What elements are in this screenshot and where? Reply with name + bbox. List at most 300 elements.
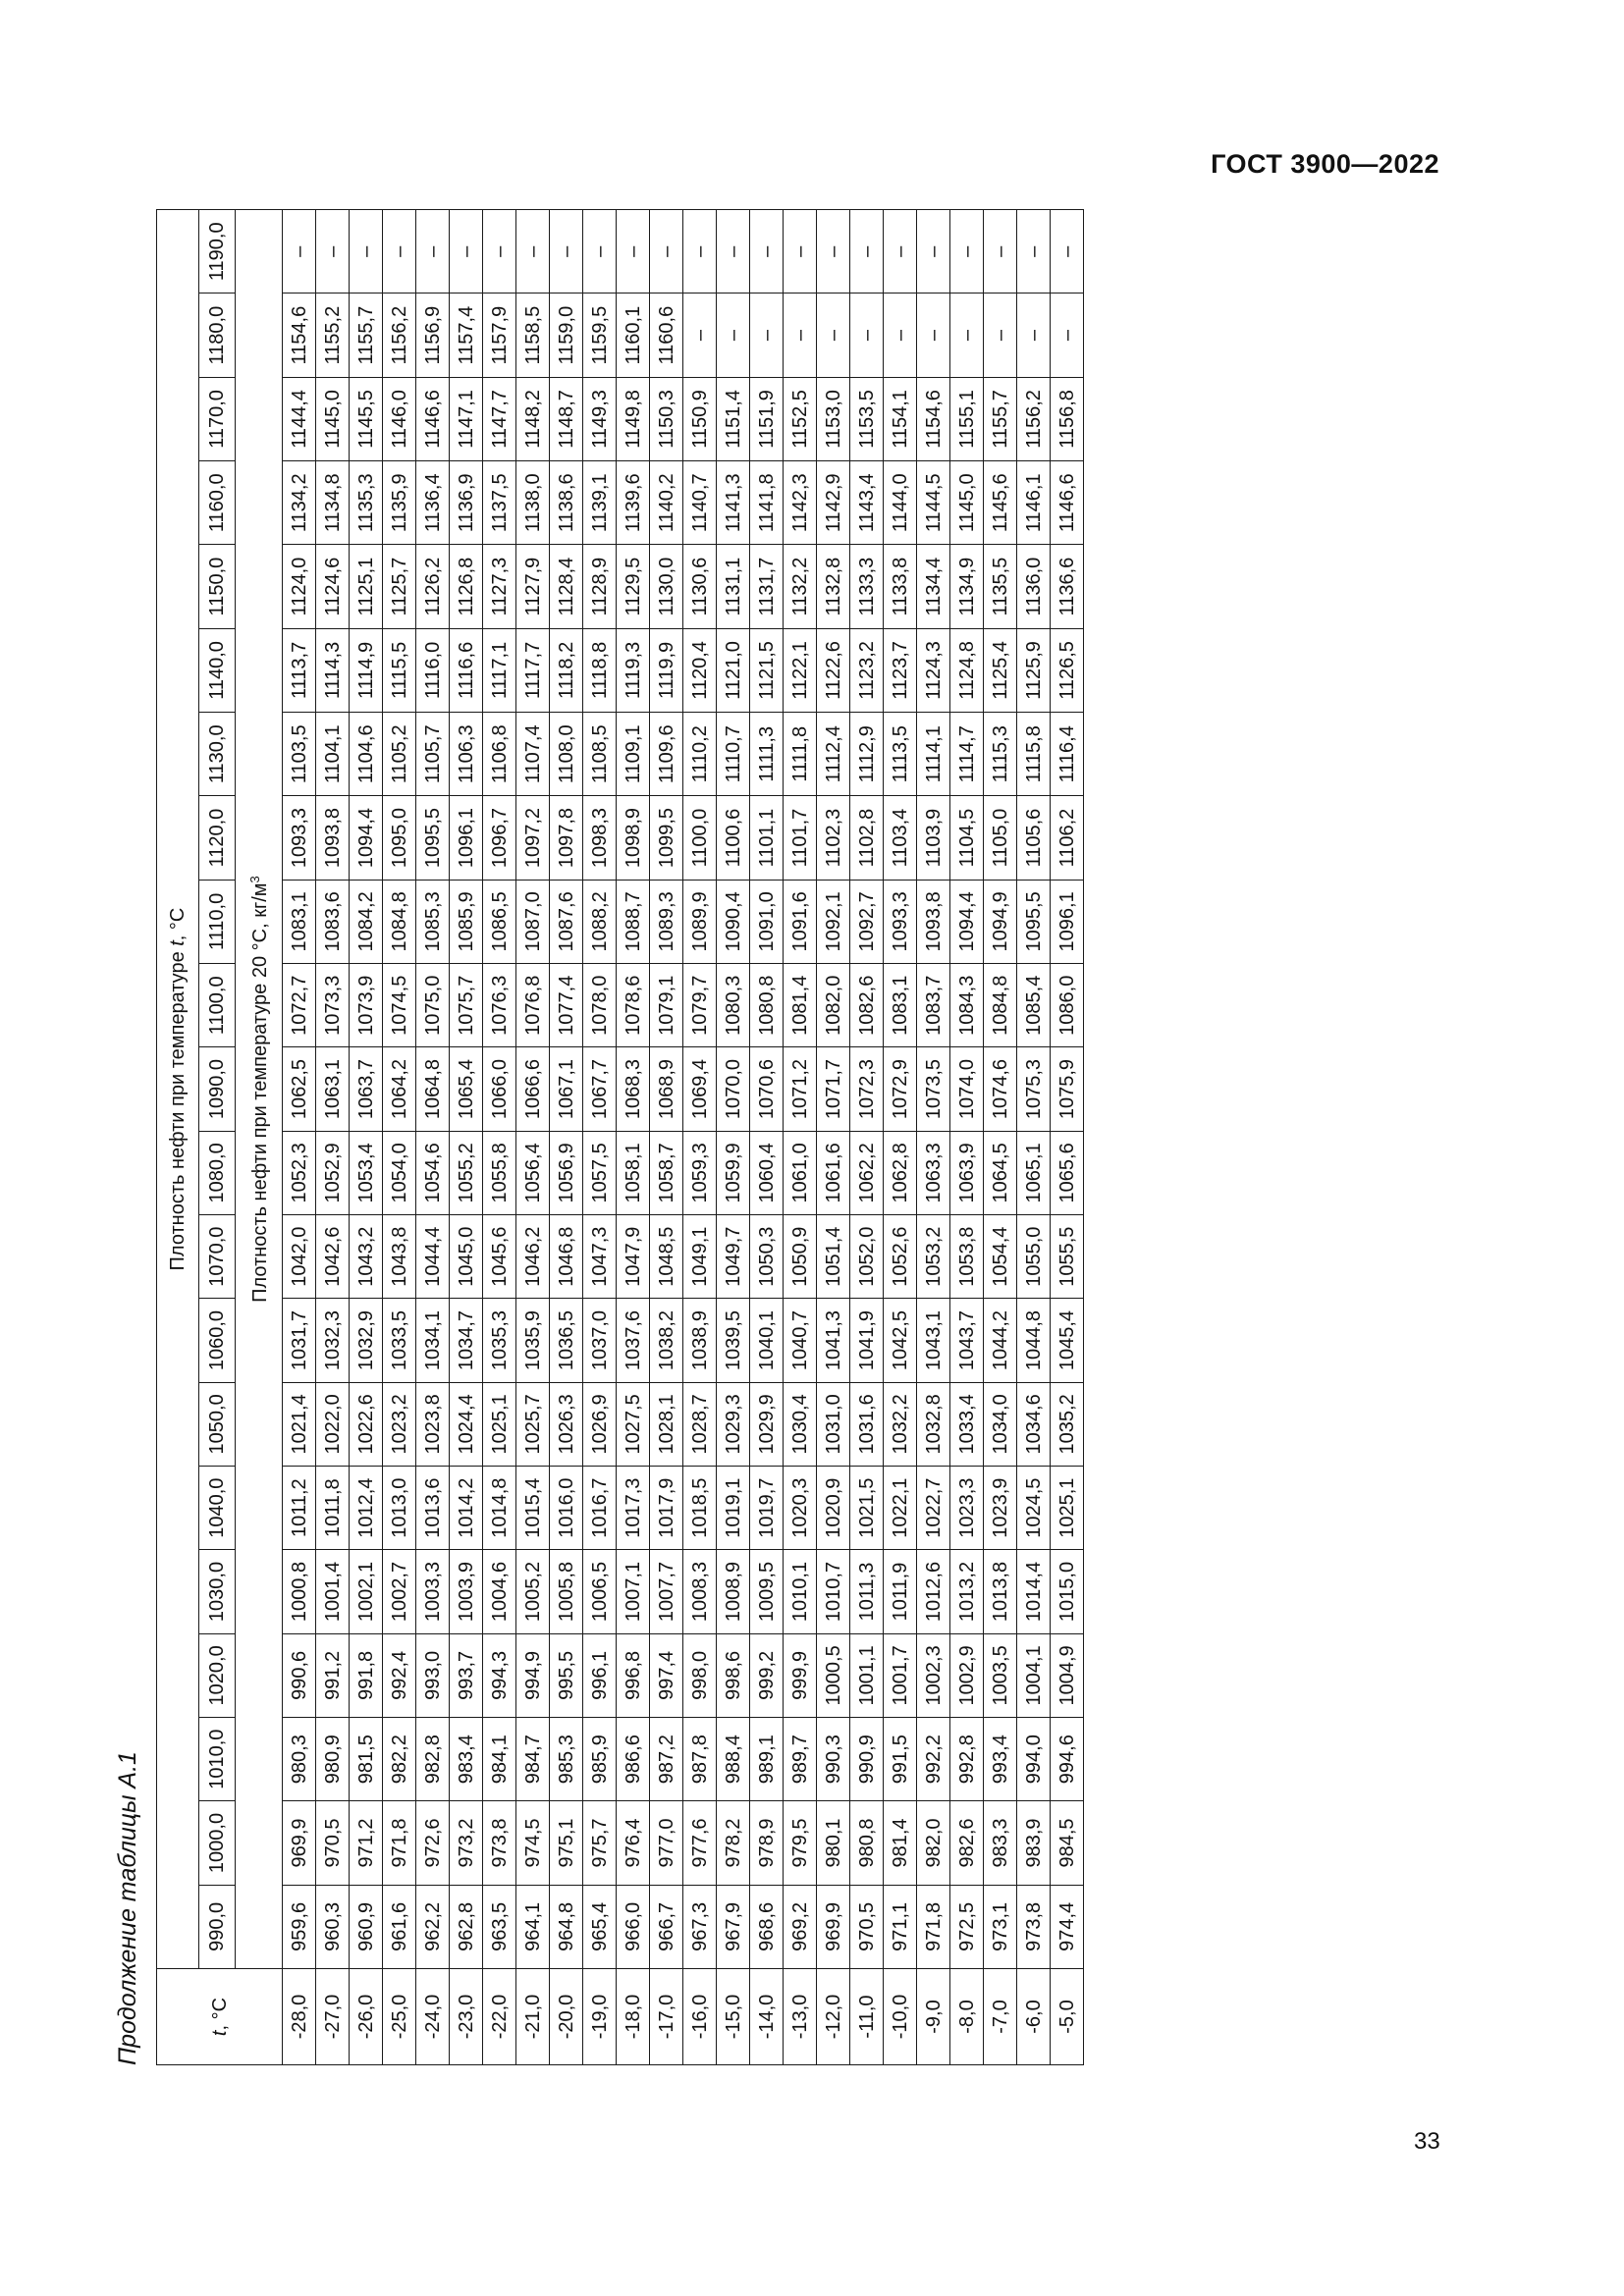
- density-cell: –: [717, 294, 750, 377]
- density-cell: 1076,8: [516, 964, 550, 1047]
- density-cell: 1108,5: [583, 713, 617, 796]
- density-cell: 1114,7: [950, 713, 984, 796]
- density-cell: 1072,9: [884, 1047, 917, 1131]
- table-row: [950, 210, 984, 2065]
- column-header: 1170,0: [199, 377, 236, 460]
- density-cell: 1061,6: [817, 1131, 850, 1214]
- density-cell: 1027,5: [617, 1382, 650, 1466]
- density-cell: 966,0: [617, 1885, 650, 1968]
- row-temperature: -13,0: [784, 1969, 817, 2065]
- density-cell: 1064,2: [383, 1047, 416, 1131]
- density-cell: 1103,5: [283, 713, 316, 796]
- density-cell: 1151,4: [717, 377, 750, 460]
- density-cell: 1135,9: [383, 461, 416, 545]
- density-cell: 1112,4: [817, 713, 850, 796]
- density-cell: 1018,5: [683, 1467, 717, 1550]
- density-cell: 1058,1: [617, 1131, 650, 1214]
- column-header: 1010,0: [199, 1718, 236, 1801]
- density-cell: 1105,0: [984, 796, 1017, 880]
- density-cell: 1130,0: [650, 545, 683, 628]
- density-cell: 992,8: [950, 1718, 984, 1801]
- density-cell: 1155,2: [316, 294, 350, 377]
- density-cell: 1052,6: [884, 1215, 917, 1299]
- density-cell: 1101,7: [784, 796, 817, 880]
- density-cell: 1001,1: [850, 1633, 884, 1717]
- density-cell: 972,6: [416, 1801, 450, 1885]
- density-cell: 1135,5: [984, 545, 1017, 628]
- density-cell: 1153,5: [850, 377, 884, 460]
- density-cell: 1042,6: [316, 1215, 350, 1299]
- density-cell: 1075,3: [1017, 1047, 1051, 1131]
- density-cell: 1025,1: [483, 1382, 516, 1466]
- density-cell: 978,9: [750, 1801, 784, 1885]
- density-cell: 1022,1: [884, 1467, 917, 1550]
- density-cell: 1076,3: [483, 964, 516, 1047]
- density-cell: 1078,0: [583, 964, 617, 1047]
- density-cell: 1045,4: [1051, 1299, 1084, 1382]
- row-temperature: -12,0: [817, 1969, 850, 2065]
- group-header-suffix: , °C: [167, 907, 189, 941]
- density-cell: 984,7: [516, 1718, 550, 1801]
- density-cell: 1011,8: [316, 1467, 350, 1550]
- density-cell: 1084,8: [984, 964, 1017, 1047]
- density-cell: 1153,0: [817, 377, 850, 460]
- density-cell: 1090,4: [717, 880, 750, 963]
- density-cell: 1015,0: [1051, 1550, 1084, 1633]
- density-cell: 1012,6: [917, 1550, 950, 1633]
- density-cell: –: [416, 210, 450, 294]
- density-cell: 1065,6: [1051, 1131, 1084, 1214]
- density-cell: 1134,4: [917, 545, 950, 628]
- density-cell: 1154,6: [283, 294, 316, 377]
- density-cell: 1063,1: [316, 1047, 350, 1131]
- density-cell: 1002,1: [350, 1550, 383, 1633]
- density-cell: 987,2: [650, 1718, 683, 1801]
- density-cell: 1056,4: [516, 1131, 550, 1214]
- density-cell: –: [784, 294, 817, 377]
- density-cell: 1075,0: [416, 964, 450, 1047]
- density-cell: 1104,5: [950, 796, 984, 880]
- table-row: [383, 210, 416, 2065]
- density-cell: 996,8: [617, 1633, 650, 1717]
- density-cell: 974,4: [1051, 1885, 1084, 1968]
- density-cell: 1126,5: [1051, 628, 1084, 712]
- density-cell: 1092,1: [817, 880, 850, 963]
- density-cell: 1134,9: [950, 545, 984, 628]
- density-cell: 1150,3: [650, 377, 683, 460]
- density-cell: 1124,6: [316, 545, 350, 628]
- density-cell: 983,9: [1017, 1801, 1051, 1885]
- column-header: 1070,0: [199, 1215, 236, 1299]
- density-cell: 1024,5: [1017, 1467, 1051, 1550]
- density-cell: 1109,6: [650, 713, 683, 796]
- density-cell: 1007,7: [650, 1550, 683, 1633]
- density-cell: 1105,7: [416, 713, 450, 796]
- density-cell: 1113,5: [884, 713, 917, 796]
- density-cell: 1101,1: [750, 796, 784, 880]
- density-cell: –: [516, 210, 550, 294]
- density-cell: 1092,7: [850, 880, 884, 963]
- density-cell: 1014,2: [450, 1467, 483, 1550]
- density-cell: 1100,0: [683, 796, 717, 880]
- density-cell: 1031,0: [817, 1382, 850, 1466]
- density-cell: 1068,3: [617, 1047, 650, 1131]
- density-cell: 1083,7: [917, 964, 950, 1047]
- density-cell: 959,6: [283, 1885, 316, 1968]
- density-cell: 1160,1: [617, 294, 650, 377]
- density-cell: 1026,9: [583, 1382, 617, 1466]
- density-cell: 968,6: [750, 1885, 784, 1968]
- density-cell: 1008,3: [683, 1550, 717, 1633]
- density-cell: 988,4: [717, 1718, 750, 1801]
- density-cell: 1106,3: [450, 713, 483, 796]
- column-header: 1080,0: [199, 1131, 236, 1214]
- density-cell: 969,9: [283, 1801, 316, 1885]
- density-cell: 1154,1: [884, 377, 917, 460]
- density-cell: 1028,1: [650, 1382, 683, 1466]
- density-cell: –: [717, 210, 750, 294]
- table-row: [784, 210, 817, 2065]
- density-cell: 1044,4: [416, 1215, 450, 1299]
- density-cell: 1127,3: [483, 545, 516, 628]
- density-cell: 1097,8: [550, 796, 583, 880]
- density-cell: 1047,9: [617, 1215, 650, 1299]
- density-cell: 1040,1: [750, 1299, 784, 1382]
- density-cell: 1021,4: [283, 1382, 316, 1466]
- table-row: [550, 210, 583, 2065]
- density-cell: 1084,2: [350, 880, 383, 963]
- density-cell: 982,8: [416, 1718, 450, 1801]
- density-cell: 1093,8: [316, 796, 350, 880]
- density-cell: 980,9: [316, 1718, 350, 1801]
- density-cell: 1154,6: [917, 377, 950, 460]
- density-cell: 1122,1: [784, 628, 817, 712]
- density-cell: 1036,5: [550, 1299, 583, 1382]
- density-cell: 993,7: [450, 1633, 483, 1717]
- density-cell: 1020,3: [784, 1467, 817, 1550]
- density-cell: 962,2: [416, 1885, 450, 1968]
- density-cell: 1046,8: [550, 1215, 583, 1299]
- density-cell: 1088,7: [617, 880, 650, 963]
- density-cell: 1020,9: [817, 1467, 850, 1550]
- density-cell: 1125,9: [1017, 628, 1051, 712]
- density-cell: 981,5: [350, 1718, 383, 1801]
- density-cell: 1033,4: [950, 1382, 984, 1466]
- density-cell: 980,3: [283, 1718, 316, 1801]
- density-cell: 1156,9: [416, 294, 450, 377]
- density-cell: 1127,9: [516, 545, 550, 628]
- density-cell: 1159,5: [583, 294, 617, 377]
- sub-header-sup: 3: [246, 876, 262, 883]
- density-cell: 972,5: [950, 1885, 984, 1968]
- density-cell: 963,5: [483, 1885, 516, 1968]
- temperature-column-header: [157, 1969, 283, 2065]
- density-cell: 962,8: [450, 1885, 483, 1968]
- density-cell: 971,8: [917, 1885, 950, 1968]
- density-cell: 1011,2: [283, 1467, 316, 1550]
- density-cell: 998,0: [683, 1633, 717, 1717]
- density-cell: 1102,3: [817, 796, 850, 880]
- density-cell: 1155,7: [350, 294, 383, 377]
- density-cell: 1025,1: [1051, 1467, 1084, 1550]
- density-cell: 1128,9: [583, 545, 617, 628]
- density-cell: 1098,3: [583, 796, 617, 880]
- density-cell: –: [850, 210, 884, 294]
- density-cell: 991,8: [350, 1633, 383, 1717]
- density-cell: 1040,7: [784, 1299, 817, 1382]
- row-temperature: -16,0: [683, 1969, 717, 2065]
- density-cell: 1118,8: [583, 628, 617, 712]
- density-cell: 1099,5: [650, 796, 683, 880]
- density-cell: 1126,2: [416, 545, 450, 628]
- density-cell: 1156,2: [1017, 377, 1051, 460]
- density-cell: 1073,9: [350, 964, 383, 1047]
- density-cell: 1142,3: [784, 461, 817, 545]
- density-cell: 1085,4: [1017, 964, 1051, 1047]
- density-cell: 1002,3: [917, 1633, 950, 1717]
- density-cell: 1146,1: [1017, 461, 1051, 545]
- density-cell: 1080,3: [717, 964, 750, 1047]
- density-cell: 1160,6: [650, 294, 683, 377]
- density-cell: 1123,7: [884, 628, 917, 712]
- page-number: 33: [1414, 2128, 1440, 2155]
- density-cell: 1024,4: [450, 1382, 483, 1466]
- table-row: [450, 210, 483, 2065]
- density-cell: 1073,5: [917, 1047, 950, 1131]
- density-cell: 1148,7: [550, 377, 583, 460]
- density-cell: 1077,4: [550, 964, 583, 1047]
- density-cell: 1138,6: [550, 461, 583, 545]
- density-cell: 1151,9: [750, 377, 784, 460]
- density-cell: 1091,0: [750, 880, 784, 963]
- density-cell: 971,1: [884, 1885, 917, 1968]
- density-cell: 1107,4: [516, 713, 550, 796]
- density-cell: 1083,1: [884, 964, 917, 1047]
- density-cell: 1014,8: [483, 1467, 516, 1550]
- density-cell: 1132,8: [817, 545, 850, 628]
- density-cell: 1062,5: [283, 1047, 316, 1131]
- density-cell: 970,5: [316, 1801, 350, 1885]
- column-header: 1130,0: [199, 713, 236, 796]
- density-cell: 1023,9: [984, 1467, 1017, 1550]
- row-temperature: -19,0: [583, 1969, 617, 2065]
- column-header: 990,0: [199, 1885, 236, 1968]
- density-cell: 1070,0: [717, 1047, 750, 1131]
- density-cell: 1060,4: [750, 1131, 784, 1214]
- table-row: [683, 210, 717, 2065]
- column-header-row: [199, 210, 236, 2065]
- density-cell: –: [884, 294, 917, 377]
- density-cell: 1119,3: [617, 628, 650, 712]
- density-cell: 1012,4: [350, 1467, 383, 1550]
- row-temperature: -10,0: [884, 1969, 917, 2065]
- density-cell: 1111,3: [750, 713, 784, 796]
- density-cell: –: [817, 210, 850, 294]
- density-cell: 982,6: [950, 1801, 984, 1885]
- density-cell: –: [683, 210, 717, 294]
- density-cell: 1011,3: [850, 1550, 884, 1633]
- density-cell: 1035,3: [483, 1299, 516, 1382]
- density-cell: 1055,8: [483, 1131, 516, 1214]
- density-cell: 1017,3: [617, 1467, 650, 1550]
- density-cell: 967,3: [683, 1885, 717, 1968]
- column-header: 1190,0: [199, 210, 236, 294]
- density-cell: 1093,3: [283, 796, 316, 880]
- density-cell: 1057,5: [583, 1131, 617, 1214]
- column-header: 1100,0: [199, 964, 236, 1047]
- density-cell: 1028,7: [683, 1382, 717, 1466]
- density-cell: 1116,6: [450, 628, 483, 712]
- density-cell: 1125,4: [984, 628, 1017, 712]
- density-cell: 1074,5: [383, 964, 416, 1047]
- density-cell: 1074,6: [984, 1047, 1017, 1131]
- density-cell: 1128,4: [550, 545, 583, 628]
- density-cell: 1050,9: [784, 1215, 817, 1299]
- density-cell: –: [683, 294, 717, 377]
- density-cell: 1095,5: [1017, 880, 1051, 963]
- density-cell: 1044,2: [984, 1299, 1017, 1382]
- density-cell: 1038,2: [650, 1299, 683, 1382]
- density-cell: 1058,7: [650, 1131, 683, 1214]
- table-row: [617, 210, 650, 2065]
- density-cell: 994,3: [483, 1633, 516, 1717]
- density-cell: 1059,3: [683, 1131, 717, 1214]
- density-cell: 1062,8: [884, 1131, 917, 1214]
- density-cell: 1112,9: [850, 713, 884, 796]
- density-cell: 1082,0: [817, 964, 850, 1047]
- density-cell: 1026,3: [550, 1382, 583, 1466]
- density-cell: 1114,9: [350, 628, 383, 712]
- density-cell: –: [784, 210, 817, 294]
- density-cell: 1136,6: [1051, 545, 1084, 628]
- density-cell: 1094,4: [950, 880, 984, 963]
- density-cell: 1034,6: [1017, 1382, 1051, 1466]
- density-cell: 1124,8: [950, 628, 984, 712]
- density-cell: 1038,9: [683, 1299, 717, 1382]
- density-cell: 1030,4: [784, 1382, 817, 1466]
- density-cell: 1013,0: [383, 1467, 416, 1550]
- density-cell: 1104,1: [316, 713, 350, 796]
- density-cell: 1086,0: [1051, 964, 1084, 1047]
- density-cell: –: [817, 294, 850, 377]
- sub-header-text: Плотность нефти при температуре 20 °C, кг/м: [248, 882, 271, 1303]
- density-cell: –: [884, 210, 917, 294]
- density-cell: 1134,2: [283, 461, 316, 545]
- density-cell: 1045,6: [483, 1215, 516, 1299]
- density-cell: 1146,6: [416, 377, 450, 460]
- density-cell: 1155,7: [984, 377, 1017, 460]
- density-cell: –: [550, 210, 583, 294]
- table-row: [884, 210, 917, 2065]
- density-cell: 984,1: [483, 1718, 516, 1801]
- density-cell: 1055,0: [1017, 1215, 1051, 1299]
- density-cell: 1135,3: [350, 461, 383, 545]
- density-cell: 1007,1: [617, 1550, 650, 1633]
- density-cell: 1064,8: [416, 1047, 450, 1131]
- row-temperature: -11,0: [850, 1969, 884, 2065]
- density-cell: 1046,2: [516, 1215, 550, 1299]
- density-cell: 1129,5: [617, 545, 650, 628]
- density-cell: 971,2: [350, 1801, 383, 1885]
- density-cell: 1117,1: [483, 628, 516, 712]
- density-cell: 1042,5: [884, 1299, 917, 1382]
- density-cell: 1119,9: [650, 628, 683, 712]
- density-cell: 1121,5: [750, 628, 784, 712]
- density-cell: –: [583, 210, 617, 294]
- density-cell: 1124,3: [917, 628, 950, 712]
- density-cell: 1096,1: [1051, 880, 1084, 963]
- density-cell: 987,8: [683, 1718, 717, 1801]
- density-cell: 990,9: [850, 1718, 884, 1801]
- density-cell: 983,3: [984, 1801, 1017, 1885]
- density-cell: 973,1: [984, 1885, 1017, 1968]
- density-cell: 1053,2: [917, 1215, 950, 1299]
- density-cell: 1156,8: [1051, 377, 1084, 460]
- density-cell: 1089,3: [650, 880, 683, 963]
- density-cell: 964,8: [550, 1885, 583, 1968]
- density-cell: 1070,6: [750, 1047, 784, 1131]
- table-row: [350, 210, 383, 2065]
- density-cell: 1037,0: [583, 1299, 617, 1382]
- density-cell: 973,8: [1017, 1885, 1051, 1968]
- density-cell: 995,5: [550, 1633, 583, 1717]
- density-cell: 1139,6: [617, 461, 650, 545]
- document-code: ГОСТ 3900—2022: [1211, 149, 1439, 179]
- density-cell: 1096,1: [450, 796, 483, 880]
- density-cell: 1157,9: [483, 294, 516, 377]
- density-cell: 990,6: [283, 1633, 316, 1717]
- column-header: 1160,0: [199, 461, 236, 545]
- rotated-table-block: [114, 220, 1410, 2065]
- density-cell: 1141,3: [717, 461, 750, 545]
- density-cell: 999,9: [784, 1633, 817, 1717]
- density-cell: 974,5: [516, 1801, 550, 1885]
- density-cell: 990,3: [817, 1718, 850, 1801]
- density-cell: 1067,7: [583, 1047, 617, 1131]
- column-header: 1030,0: [199, 1550, 236, 1633]
- density-cell: 1157,4: [450, 294, 483, 377]
- density-cell: 1023,2: [383, 1382, 416, 1466]
- density-cell: 1146,0: [383, 377, 416, 460]
- density-cell: 998,6: [717, 1633, 750, 1717]
- row-temperature: -7,0: [984, 1969, 1017, 2065]
- density-cell: –: [316, 210, 350, 294]
- density-cell: 992,2: [917, 1718, 950, 1801]
- density-cell: 1122,6: [817, 628, 850, 712]
- column-header: 1090,0: [199, 1047, 236, 1131]
- density-cell: 1032,2: [884, 1382, 917, 1466]
- density-cell: 1096,7: [483, 796, 516, 880]
- density-cell: 996,1: [583, 1633, 617, 1717]
- density-cell: 1142,9: [817, 461, 850, 545]
- density-cell: 1104,6: [350, 713, 383, 796]
- density-cell: 1141,8: [750, 461, 784, 545]
- density-cell: 1103,4: [884, 796, 917, 880]
- density-cell: 1121,0: [717, 628, 750, 712]
- density-cell: 1075,9: [1051, 1047, 1084, 1131]
- density-cell: 1053,8: [950, 1215, 984, 1299]
- density-cell: 1094,9: [984, 880, 1017, 963]
- density-cell: 1158,5: [516, 294, 550, 377]
- density-cell: 1034,0: [984, 1382, 1017, 1466]
- density-cell: 1132,2: [784, 545, 817, 628]
- density-cell: 1137,5: [483, 461, 516, 545]
- density-cell: 999,2: [750, 1633, 784, 1717]
- density-cell: 1125,1: [350, 545, 383, 628]
- density-cell: 1064,5: [984, 1131, 1017, 1214]
- density-cell: 1031,6: [850, 1382, 884, 1466]
- density-cell: 975,7: [583, 1801, 617, 1885]
